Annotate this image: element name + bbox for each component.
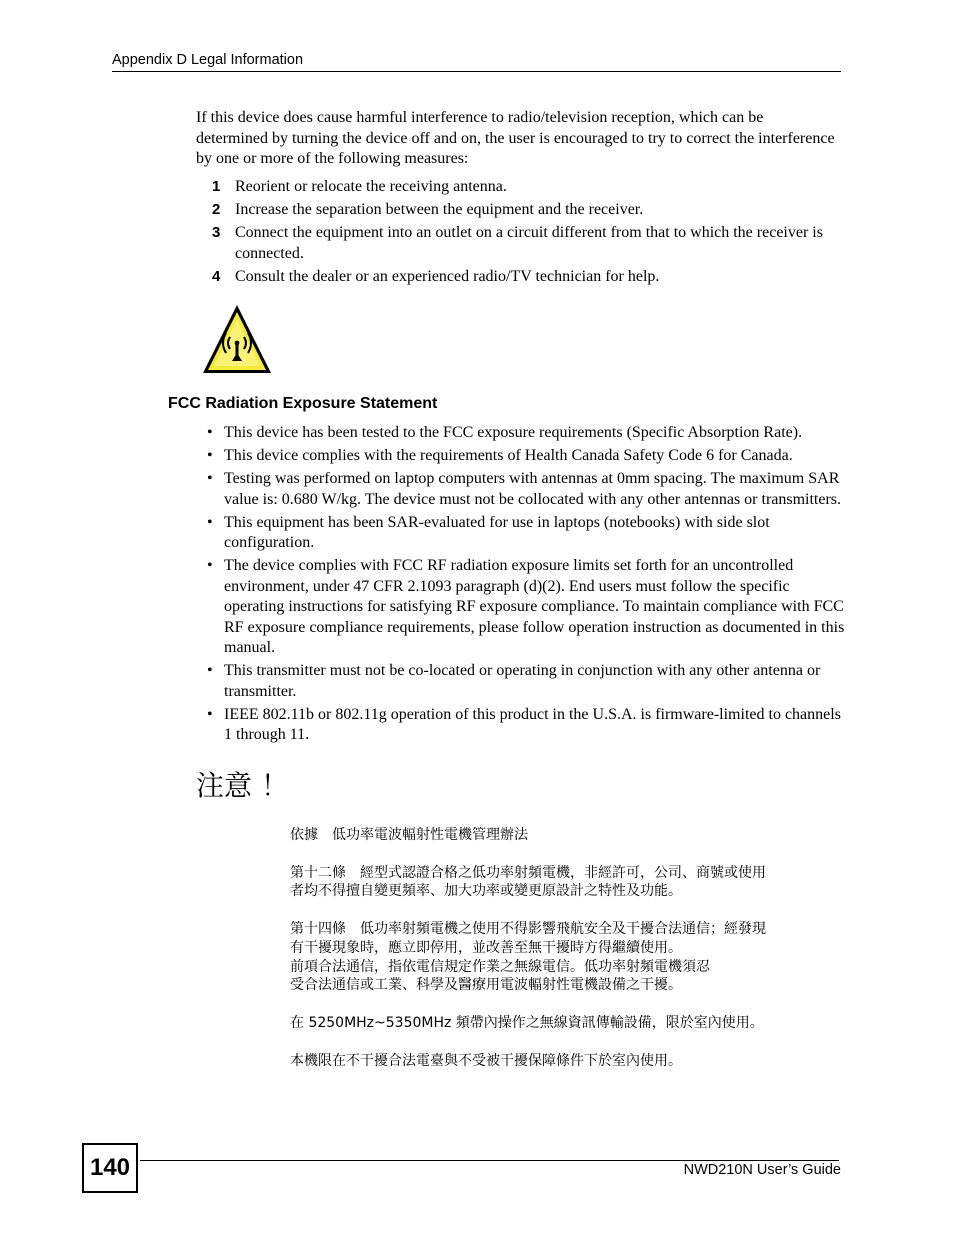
taiwan-notice-block xyxy=(290,826,850,1089)
step-number: 4 xyxy=(212,267,221,285)
list-item xyxy=(196,705,846,746)
notice-paragraph: 第十四條 低功率射頻電機之使用不得影響飛航安全及干擾合法通信；經發現 有干擾現象時，應立即停用，並改善至無干擾時方得繼續使用。 前項合法通信，指依電信規定作業之無線電信。低功率射頻電機須忍 受合法通信或工業、科學及醫療用電波輻射性電機設備之干擾。 xyxy=(290,920,766,994)
step-text: Reorient or relocate the receiving antenna. xyxy=(235,178,507,195)
running-footer: NWD210N User’s Guide xyxy=(683,1162,841,1178)
bullet-text: Testing was performed on laptop computers with antennas at 0mm spacing. The maximum SAR value is: 0.680 W/kg. The device must not be collocated with any other antennas or transmitters. xyxy=(224,470,842,508)
bullet-icon: • xyxy=(207,705,213,723)
notice-paragraph: 依據 低功率電波輻射性電機管理辦法 xyxy=(290,827,528,843)
list-item xyxy=(196,177,836,198)
bullet-text: This device has been tested to the FCC exposure requirements (Specific Absorption Rate). xyxy=(224,424,803,441)
step-number: 1 xyxy=(212,178,221,195)
bullet-text: This device complies with the requirements of Health Canada Safety Code 6 for Canada. xyxy=(224,447,793,464)
list-item xyxy=(196,469,846,510)
list-item xyxy=(196,267,836,288)
list-item xyxy=(196,446,846,467)
bullet-icon: • xyxy=(207,447,213,464)
bullet-icon: • xyxy=(207,470,213,487)
footer-rule xyxy=(140,1160,839,1161)
running-header: Appendix D Legal Information xyxy=(112,52,304,68)
rf-radiation-warning-icon xyxy=(201,303,273,375)
bullet-text: This transmitter must not be co-located or operating in conjunction with any other antenna or transmitter. xyxy=(224,662,821,700)
bullet-icon: • xyxy=(207,662,213,679)
list-item xyxy=(196,423,846,444)
bullet-icon: • xyxy=(207,557,213,574)
notice-paragraph: 第十二條 經型式認證合格之低功率射頻電機，非經許可，公司、商號或使用 者均不得擅自變更頻率、加大功率或變更原設計之特性及功能。 xyxy=(290,864,766,900)
list-item xyxy=(196,200,836,221)
list-item xyxy=(196,223,836,264)
bullet-icon: • xyxy=(207,513,213,531)
section-heading: FCC Radiation Exposure Statement xyxy=(168,395,438,412)
bullet-icon: • xyxy=(207,424,213,441)
header-rule xyxy=(112,71,841,72)
notice-paragraph: 本機限在不干擾合法電臺與不受被干擾保障條件下於室內使用。 xyxy=(290,1052,682,1069)
step-number: 2 xyxy=(212,201,221,218)
step-number: 3 xyxy=(212,224,221,241)
intro-paragraph: If this device does cause harmful interference to radio/television reception, which can be determined by turning the device off and on, the user is encouraged to try to correct the interference by one or more of the following measures: xyxy=(196,109,835,167)
page-number: 140 xyxy=(82,1143,138,1193)
measures-list xyxy=(196,177,836,290)
bullet-text: This equipment has been SAR-evaluated for use in laptops (notebooks) with side slot configuration. xyxy=(224,513,770,551)
list-item xyxy=(196,556,846,659)
list-item xyxy=(196,513,846,554)
notice-title: 注意 ！ xyxy=(196,769,289,802)
notice-paragraph: 在 5250MHz~5350MHz 頻帶內操作之無線資訊傳輸設備，限於室內使用。 xyxy=(290,1014,764,1031)
bullet-text: The device complies with FCC RF radiation exposure limits set forth for an uncontrolled environment, under 47 CFR 2.1093 paragraph (d)(2). End users must follow the specific operating instructions for satisfying RF exposure compliance. To maintain compliance with FCC RF exposure compliance requirements, please follow operation instruction as documented in this manual. xyxy=(224,557,845,656)
step-text: Increase the separation between the equipment and the receiver. xyxy=(235,201,644,218)
step-text: Connect the equipment into an outlet on a circuit different from that to which the receiver is connected. xyxy=(235,224,823,262)
step-text: Consult the dealer or an experienced radio/TV technician for help. xyxy=(235,267,660,285)
list-item xyxy=(196,661,846,702)
bullet-text: IEEE 802.11b or 802.11g operation of this product in the U.S.A. is firmware-limited to channels 1 through 11. xyxy=(224,705,841,743)
fcc-bullet-list xyxy=(196,423,846,748)
